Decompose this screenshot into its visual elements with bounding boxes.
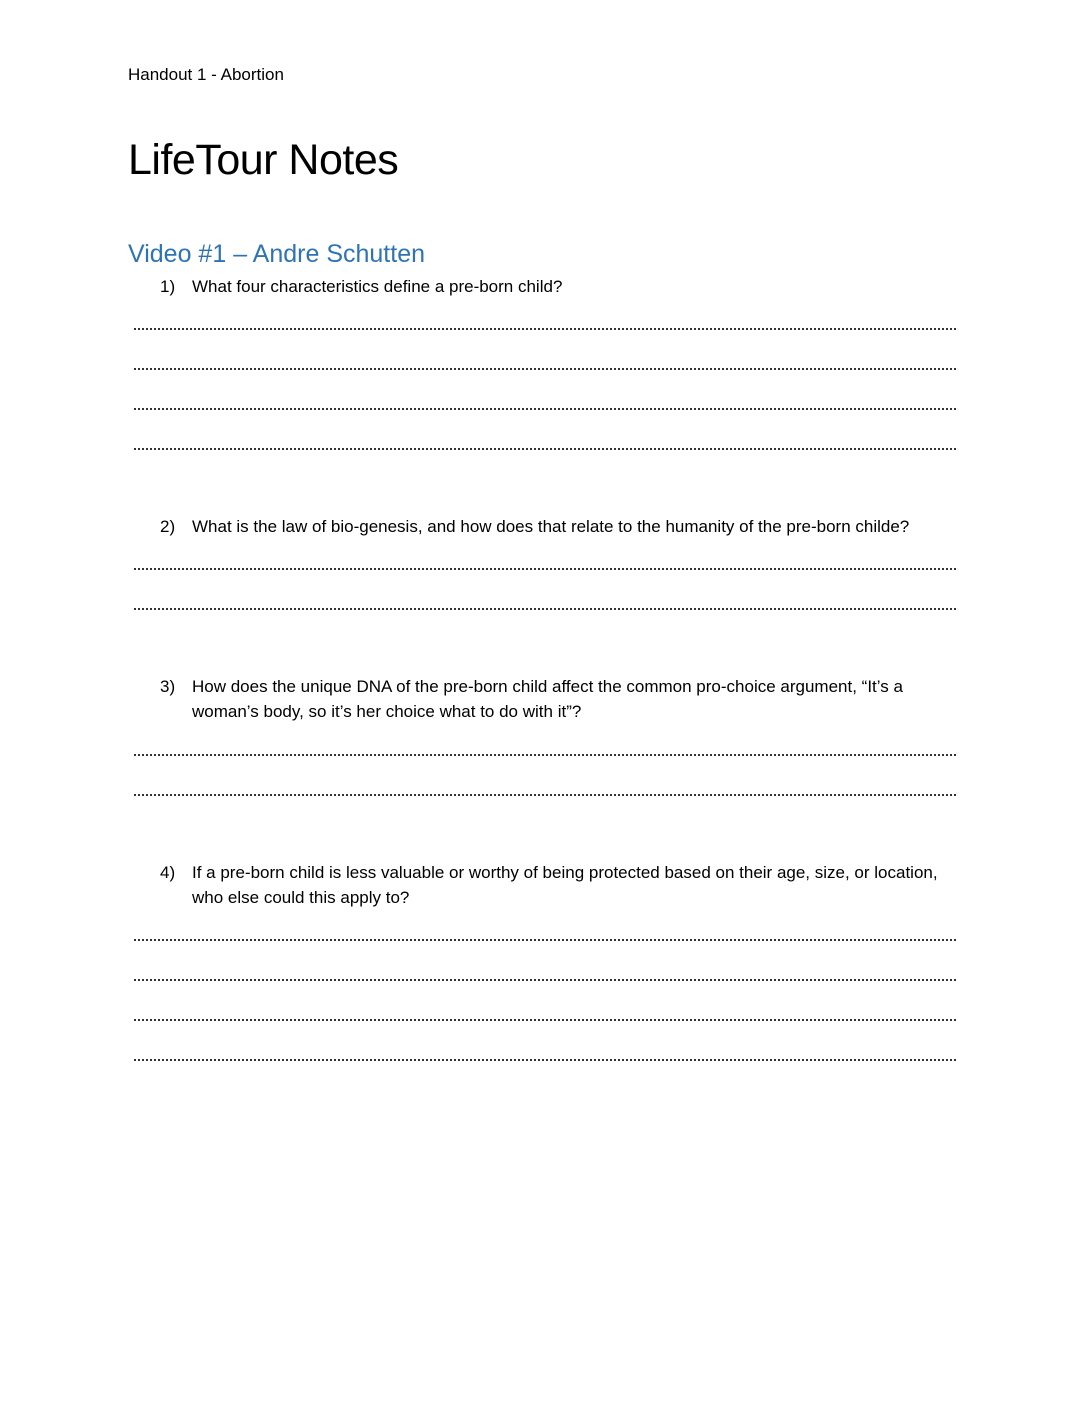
question-number: 4) [160,863,176,882]
question-4 [160,860,960,910]
answer-line[interactable] [134,939,956,941]
answer-line[interactable] [134,368,956,370]
question-text: If a pre-born child is less valuable or worthy of being protected based on their age, size, or location, who else could this apply to? [192,863,938,907]
answer-line[interactable] [134,448,956,450]
question-text: How does the unique DNA of the pre-born child affect the common pro-choice argument, “It’s a woman’s body, so it’s her choice what to do with it”? [192,677,903,721]
question-text: What is the law of bio-genesis, and how does that relate to the humanity of the pre-born childe? [192,517,910,536]
question-number: 2) [160,517,176,536]
question-number: 3) [160,677,176,696]
question-number: 1) [160,277,176,296]
page-title: LifeTour Notes [128,136,399,184]
answer-line[interactable] [134,754,956,756]
section-heading: Video #1 – Andre Schutten [128,240,425,268]
question-3 [160,674,960,724]
answer-line[interactable] [134,328,956,330]
answer-line[interactable] [134,1059,956,1061]
answer-line[interactable] [134,568,956,570]
answer-line[interactable] [134,979,956,981]
answer-line[interactable] [134,408,956,410]
question-text: What four characteristics define a pre-born child? [192,277,563,296]
question-2 [160,514,960,539]
answer-line[interactable] [134,1019,956,1021]
answer-line[interactable] [134,794,956,796]
question-1 [160,274,960,299]
handout-label: Handout 1 - Abortion [128,65,284,84]
answer-line[interactable] [134,608,956,610]
